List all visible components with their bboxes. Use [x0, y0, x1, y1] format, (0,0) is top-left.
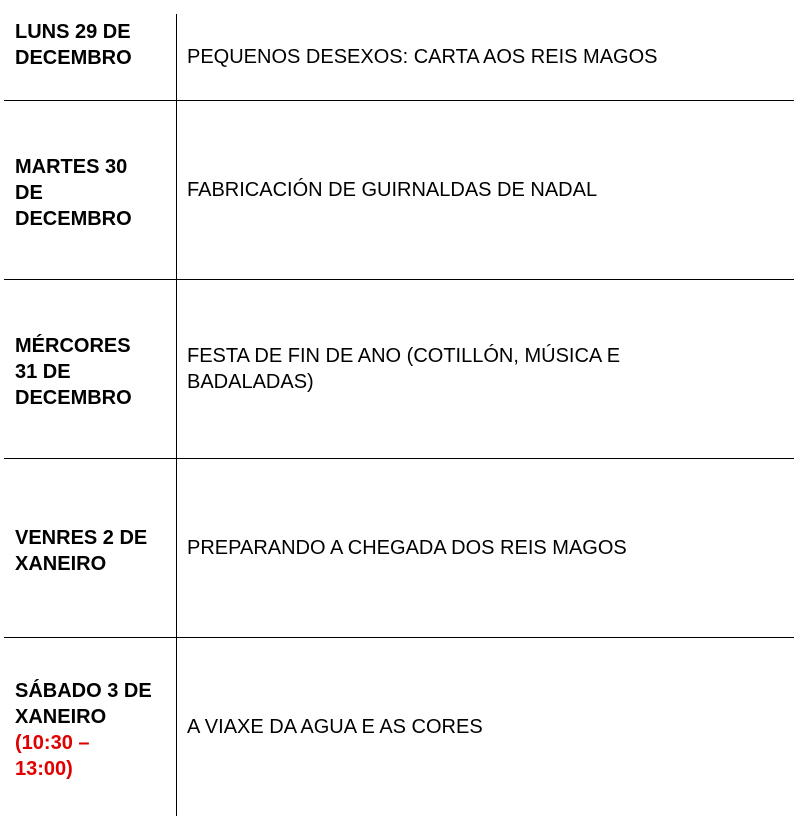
- day-cell: [4, 280, 177, 458]
- activity-cell: [177, 459, 794, 637]
- day-cell: [4, 459, 177, 637]
- day-label: LUNS 29 DE DECEMBRO: [15, 21, 132, 69]
- activity-label: PEQUENOS DESEXOS: CARTA AOS REIS MAGOS: [187, 46, 658, 68]
- activity-cell: [177, 14, 794, 100]
- activity-label: A VIAXE DA AGUA E AS CORES: [187, 716, 483, 738]
- day-cell: [4, 638, 177, 816]
- activity-cell: [177, 280, 794, 458]
- table-row: [4, 101, 794, 280]
- day-label: MÉRCORES 31 DE DECEMBRO: [15, 334, 132, 409]
- table-row: [4, 280, 794, 459]
- time-range: (10:30 – 13:00): [15, 731, 90, 780]
- activity-label: FESTA DE FIN DE ANO (COTILLÓN, MÚSICA E BADALADAS): [187, 345, 621, 393]
- day-label: MARTES 30 DE DECEMBRO: [15, 155, 132, 230]
- activity-cell: [177, 101, 794, 279]
- day-cell: [4, 101, 177, 279]
- table-row: [4, 14, 794, 101]
- table-row: [4, 459, 794, 638]
- activity-cell: [177, 638, 794, 816]
- schedule-table: [4, 14, 794, 816]
- activity-label: FABRICACIÓN DE GUIRNALDAS DE NADAL: [187, 179, 598, 201]
- day-block: [15, 678, 170, 782]
- table-row: [4, 638, 794, 816]
- activity-label: PREPARANDO A CHEGADA DOS REIS MAGOS: [187, 537, 627, 559]
- day-label: SÁBADO 3 DE XANEIRO: [15, 679, 152, 728]
- day-label: VENRES 2 DE XANEIRO: [15, 526, 148, 575]
- day-cell: [4, 14, 177, 100]
